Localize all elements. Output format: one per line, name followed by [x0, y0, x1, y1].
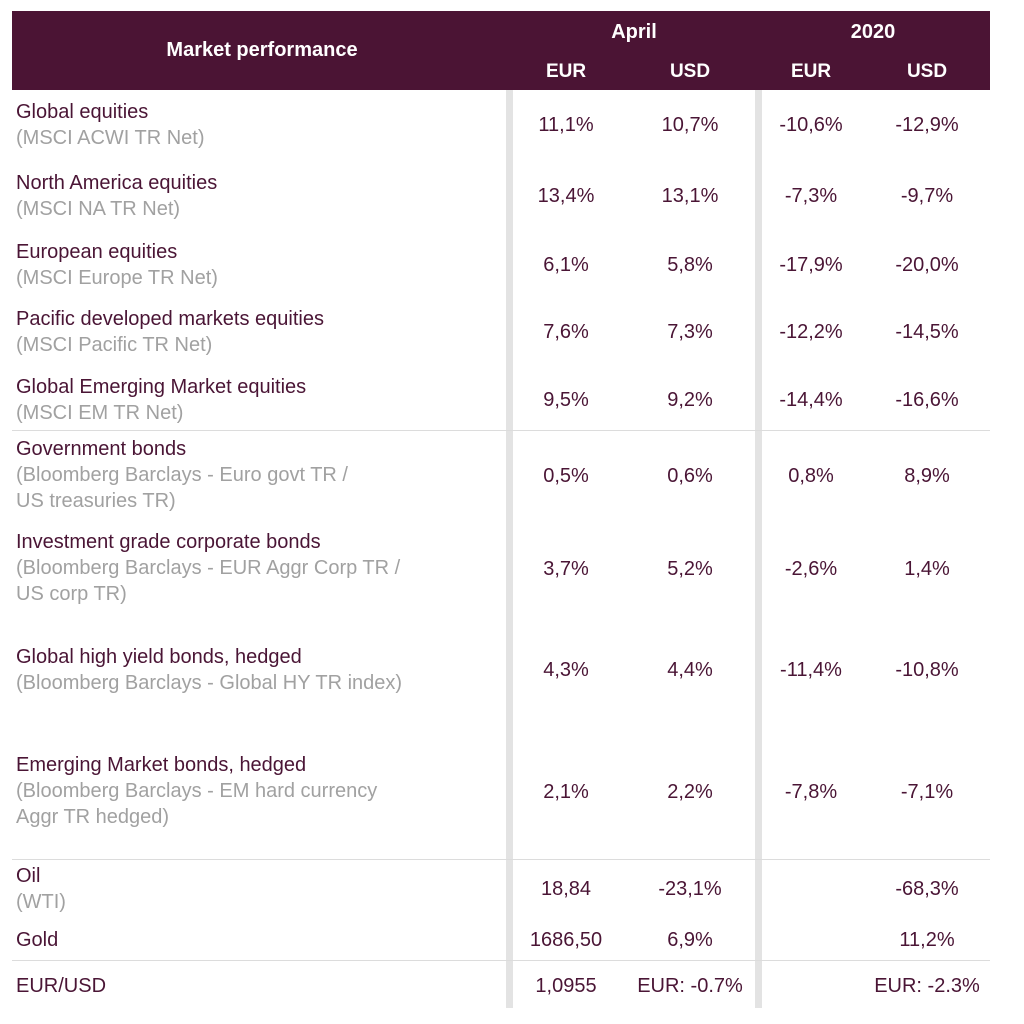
cell-a-usd: 10,7%	[661, 114, 719, 136]
section-divider-commodities	[12, 859, 990, 860]
row-label	[16, 99, 205, 151]
row-label-index: (Bloomberg Barclays - EUR Aggr Corp TR /	[16, 557, 401, 579]
row-label-index: (Bloomberg Barclays - EM hard currency	[16, 780, 378, 802]
row-label-text: Gold	[16, 929, 59, 951]
cell-y-eur: -14,4%	[779, 389, 843, 411]
row-label	[16, 306, 324, 358]
cell-y-usd: -68,3%	[895, 878, 959, 900]
row-label-text: Oil	[16, 865, 41, 887]
cell-y-usd: -16,6%	[895, 389, 959, 411]
cell-a-eur: 18,84	[540, 878, 592, 900]
row-label-index: (MSCI Pacific TR Net)	[16, 334, 213, 356]
cell-y-eur: -17,9%	[779, 254, 843, 276]
cell-a-eur: 9,5%	[543, 389, 589, 411]
row-label-text: Pacific developed markets equities	[16, 308, 324, 330]
column-divider-april	[506, 90, 513, 1008]
row-label	[16, 170, 217, 222]
row-label-index: (MSCI EM TR Net)	[16, 402, 184, 424]
cell-a-eur: 1686,50	[529, 929, 603, 951]
row-label	[16, 973, 106, 999]
cell-a-usd: 7,3%	[667, 321, 713, 343]
cell-y-eur: -11,4%	[780, 659, 842, 681]
column-group-april: April	[611, 21, 657, 43]
cell-a-eur: 0,5%	[543, 465, 589, 487]
cell-a-eur: 4,3%	[543, 659, 589, 681]
row-label	[16, 644, 402, 696]
cell-a-usd: 4,4%	[667, 659, 713, 681]
cell-y-usd: -20,0%	[895, 254, 959, 276]
row-label-text: Global Emerging Market equities	[16, 376, 307, 398]
row-label-index: US corp TR)	[16, 583, 127, 605]
cell-a-eur: 11,1%	[538, 114, 594, 136]
cell-y-usd: -10,8%	[895, 659, 959, 681]
row-label-index: (Bloomberg Barclays - Global HY TR index)	[16, 672, 403, 694]
row-label-index: US treasuries TR)	[16, 490, 176, 512]
cell-a-usd: 6,9%	[667, 929, 713, 951]
row-label-text: Global equities	[16, 101, 149, 123]
row-label-text: Investment grade corporate bonds	[16, 531, 321, 553]
cell-y-eur: -12,2%	[779, 321, 843, 343]
row-label-text: EUR/USD	[16, 975, 107, 997]
cell-y-usd: 8,9%	[904, 465, 950, 487]
cell-y-usd: -14,5%	[895, 321, 959, 343]
row-label-index: (Bloomberg Barclays - Euro govt TR /	[16, 464, 348, 486]
section-divider-bonds	[12, 430, 990, 431]
column-group-2020: 2020	[850, 21, 896, 43]
row-label-text: European equities	[16, 241, 178, 263]
table-title: Market performance	[166, 39, 358, 61]
column-header-april-usd: USD	[669, 61, 711, 82]
cell-a-usd: 5,2%	[667, 558, 713, 580]
row-label	[16, 239, 218, 291]
cell-a-usd: 13,1%	[661, 185, 719, 207]
cell-y-usd: -12,9%	[895, 114, 959, 136]
cell-a-eur: 2,1%	[543, 781, 589, 803]
cell-a-eur: 7,6%	[543, 321, 589, 343]
cell-a-usd: -23,1%	[658, 878, 722, 900]
row-label-index: (MSCI NA TR Net)	[16, 198, 181, 220]
cell-y-usd: EUR: -2.3%	[874, 975, 980, 997]
cell-a-usd: EUR: -0.7%	[637, 975, 743, 997]
section-divider-fx	[12, 960, 990, 961]
row-label	[16, 863, 66, 915]
row-label-text: Government bonds	[16, 438, 187, 460]
cell-a-usd: 0,6%	[667, 465, 713, 487]
cell-y-usd: 1,4%	[904, 558, 950, 580]
row-label-index: (MSCI Europe TR Net)	[16, 267, 218, 289]
row-label	[16, 752, 377, 830]
column-header-2020-eur: EUR	[790, 61, 832, 82]
cell-y-eur: -2,6%	[784, 558, 838, 580]
row-label-text: Global high yield bonds, hedged	[16, 646, 302, 668]
row-label-index: (MSCI ACWI TR Net)	[16, 127, 205, 149]
cell-y-usd: -9,7%	[900, 185, 954, 207]
cell-a-usd: 2,2%	[667, 781, 713, 803]
row-label	[16, 529, 400, 607]
column-header-april-eur: EUR	[545, 61, 587, 82]
cell-y-usd: 11,2%	[899, 929, 955, 951]
row-label	[16, 436, 348, 514]
column-header-2020-usd: USD	[906, 61, 948, 82]
cell-y-eur: -7,3%	[784, 185, 838, 207]
row-label-text: Emerging Market bonds, hedged	[16, 754, 307, 776]
cell-a-eur: 13,4%	[537, 185, 595, 207]
row-label	[16, 927, 58, 953]
cell-y-eur: -7,8%	[784, 781, 838, 803]
cell-y-usd: -7,1%	[900, 781, 954, 803]
row-label-index: (WTI)	[16, 891, 66, 913]
cell-a-eur: 6,1%	[543, 254, 589, 276]
column-divider-2020	[755, 90, 762, 1008]
cell-y-eur: -10,6%	[779, 114, 843, 136]
cell-a-eur: 3,7%	[543, 558, 589, 580]
cell-a-eur: 1,0955	[535, 975, 597, 997]
table-header	[12, 11, 990, 90]
cell-y-eur: 0,8%	[788, 465, 834, 487]
row-label-text: North America equities	[16, 172, 218, 194]
cell-a-usd: 9,2%	[667, 389, 713, 411]
row-label-index: Aggr TR hedged)	[16, 806, 170, 828]
cell-a-usd: 5,8%	[667, 254, 713, 276]
row-label	[16, 374, 306, 426]
